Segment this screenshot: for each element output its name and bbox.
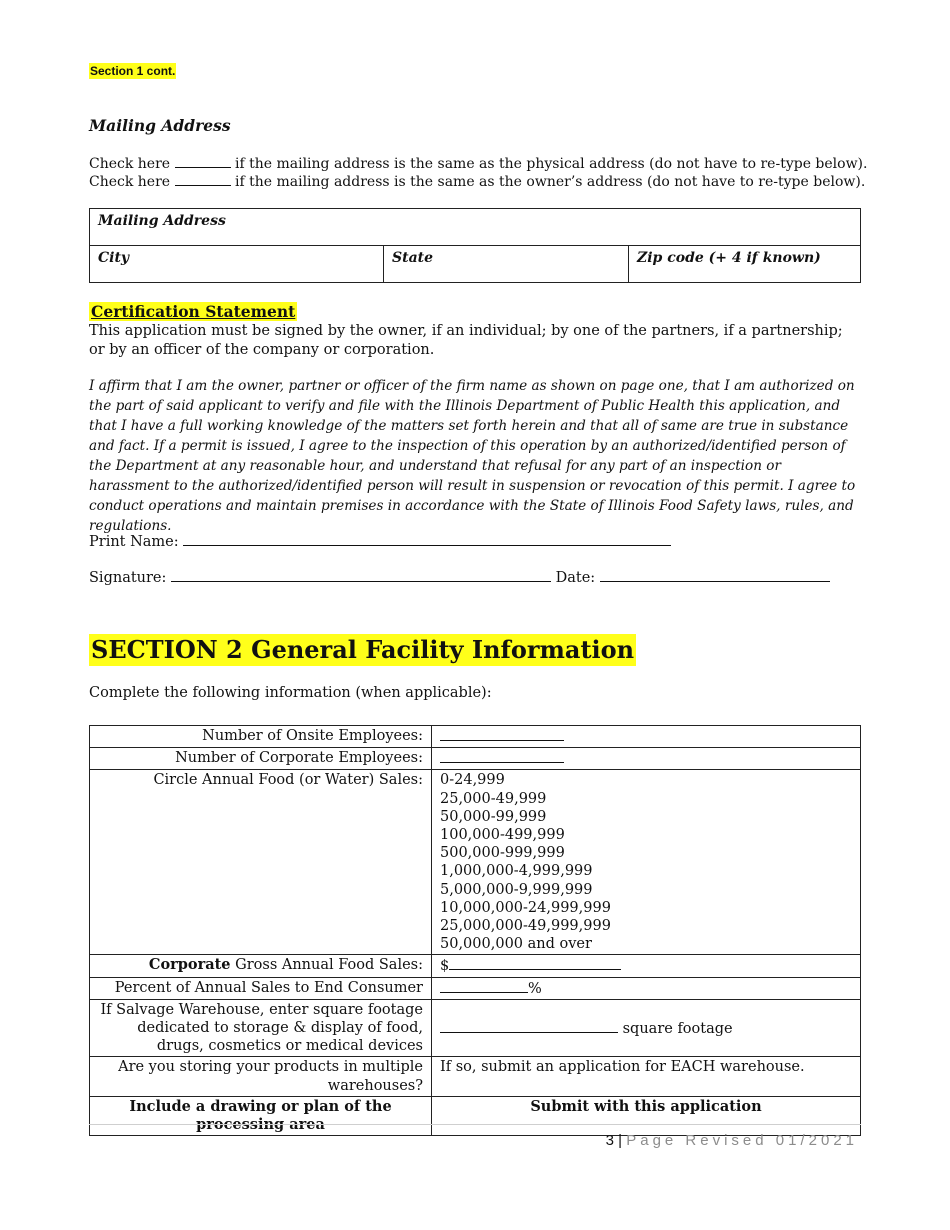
square-footage-input[interactable] xyxy=(440,1019,618,1033)
square-footage-label: square footage xyxy=(622,1020,733,1037)
sales-range-option[interactable]: 1,000,000-4,999,999 xyxy=(440,863,593,880)
check-suffix: if the mailing address is the same as the physical address (do not have to re-type below). xyxy=(234,156,868,172)
page-number: 3 xyxy=(605,1132,614,1149)
date-label: Date: xyxy=(555,570,596,586)
revised-text: Page Revised 01/2021 xyxy=(626,1132,858,1149)
footer-divider xyxy=(89,1124,861,1125)
dollar-sign: $ xyxy=(440,958,450,975)
table-row xyxy=(90,770,861,955)
corporate-employees-input[interactable] xyxy=(440,749,564,763)
check-prefix: Check here xyxy=(89,156,171,172)
signature-field[interactable] xyxy=(171,569,551,582)
salvage-warehouse-label: If Salvage Warehouse, enter square footage dedicated to storage & display of food, drugs, cosmetics or medical devices xyxy=(90,999,432,1057)
zip-code-field[interactable]: Zip code (+ 4 if known) xyxy=(629,246,861,283)
section-2-instruction: Complete the following information (when applicable): xyxy=(89,685,492,701)
corporate-gross-rest: Gross Annual Food Sales: xyxy=(230,957,423,974)
section-1-continued-label: Section 1 cont. xyxy=(90,64,176,78)
annual-sales-options xyxy=(432,770,861,955)
percent-end-consumer-input[interactable] xyxy=(440,979,528,993)
table-row xyxy=(90,726,861,748)
facility-info-table xyxy=(89,725,861,1136)
check-physical-blank[interactable] xyxy=(175,155,231,168)
sales-range-option[interactable]: 10,000,000-24,999,999 xyxy=(440,899,611,916)
table-row xyxy=(90,1096,861,1135)
mailing-address-heading: Mailing Address xyxy=(89,116,231,135)
percent-end-consumer-cell xyxy=(432,977,861,999)
table-row xyxy=(90,748,861,770)
sales-range-option[interactable]: 25,000,000-49,999,999 xyxy=(440,918,611,935)
affirmation-paragraph: I affirm that I am the owner, partner or officer of the firm name as shown on page one, that I am authorized on the part of said applicant to verify and file with the Illinois Department of Public Health this application, and that I have a full working knowledge of the matters set forth herein and that all of same are true in substance and fact. If a permit is issued, I agree to the inspection of this operation by an authorized/identified person of the Department at any reasonable hour, and understand that refusal for any part of an inspection or harassment to the authorized/identified person will result in suspension or revocation of this permit. I agree to conduct operations and maintain premises in accordance with the State of Illinois Food Safety laws, rules, and regulations. xyxy=(89,378,856,534)
corporate-employees-cell xyxy=(432,748,861,770)
annual-sales-label: Circle Annual Food (or Water) Sales: xyxy=(90,770,432,955)
corporate-gross-sales-label xyxy=(90,955,432,977)
city-field[interactable]: City xyxy=(90,246,384,283)
table-row xyxy=(90,999,861,1057)
mailing-address-table xyxy=(89,208,861,283)
check-same-owner xyxy=(89,173,865,190)
onsite-employees-cell xyxy=(432,726,861,748)
table-row xyxy=(90,955,861,977)
mailing-address-field[interactable]: Mailing Address xyxy=(90,209,861,246)
state-field[interactable]: State xyxy=(384,246,629,283)
sales-range-option[interactable]: 5,000,000-9,999,999 xyxy=(440,881,593,898)
sales-range-option[interactable]: 0-24,999 xyxy=(440,772,505,789)
sales-range-option[interactable]: 50,000,000 and over xyxy=(440,936,592,953)
check-suffix: if the mailing address is the same as the owner’s address (do not have to re-type below). xyxy=(234,174,866,190)
check-owner-blank[interactable] xyxy=(175,173,231,186)
print-name-row xyxy=(89,533,671,550)
drawing-plan-value: Submit with this application xyxy=(432,1096,861,1135)
drawing-plan-label: Include a drawing or plan of the processing area xyxy=(90,1096,432,1135)
onsite-employees-input[interactable] xyxy=(440,727,564,741)
corporate-gross-sales-cell xyxy=(432,955,861,977)
certification-heading: Certification Statement xyxy=(91,302,296,321)
onsite-employees-label: Number of Onsite Employees: xyxy=(90,726,432,748)
check-prefix: Check here xyxy=(89,174,171,190)
check-same-physical xyxy=(89,155,867,172)
table-row xyxy=(90,977,861,999)
salvage-warehouse-cell xyxy=(432,999,861,1057)
print-name-label: Print Name: xyxy=(89,534,179,550)
percent-sign: % xyxy=(528,980,542,997)
signature-row xyxy=(89,569,830,586)
table-row xyxy=(90,1057,861,1096)
sales-range-option[interactable]: 25,000-49,999 xyxy=(440,790,547,807)
page-footer xyxy=(606,1132,858,1149)
signature-label: Signature: xyxy=(89,570,167,586)
corporate-gross-sales-input[interactable] xyxy=(449,956,621,970)
print-name-field[interactable] xyxy=(183,533,671,546)
section-2-heading: SECTION 2 General Facility Information xyxy=(91,635,635,664)
corporate-employees-label: Number of Corporate Employees: xyxy=(90,748,432,770)
sales-range-option[interactable]: 50,000-99,999 xyxy=(440,808,547,825)
multiple-warehouses-value: If so, submit an application for EACH warehouse. xyxy=(432,1057,861,1096)
corporate-bold: Corporate xyxy=(148,956,231,974)
multiple-warehouses-label: Are you storing your products in multiple warehouses? xyxy=(90,1057,432,1096)
sales-range-option[interactable]: 100,000-499,999 xyxy=(440,827,565,844)
percent-end-consumer-label: Percent of Annual Sales to End Consumer xyxy=(90,977,432,999)
footer-separator: | xyxy=(613,1132,627,1149)
certification-intro: This application must be signed by the owner, if an individual; by one of the partners, if a partnership; or by an officer of the company or corporation. xyxy=(89,323,843,358)
date-field[interactable] xyxy=(600,569,830,582)
sales-range-option[interactable]: 500,000-999,999 xyxy=(440,845,565,862)
